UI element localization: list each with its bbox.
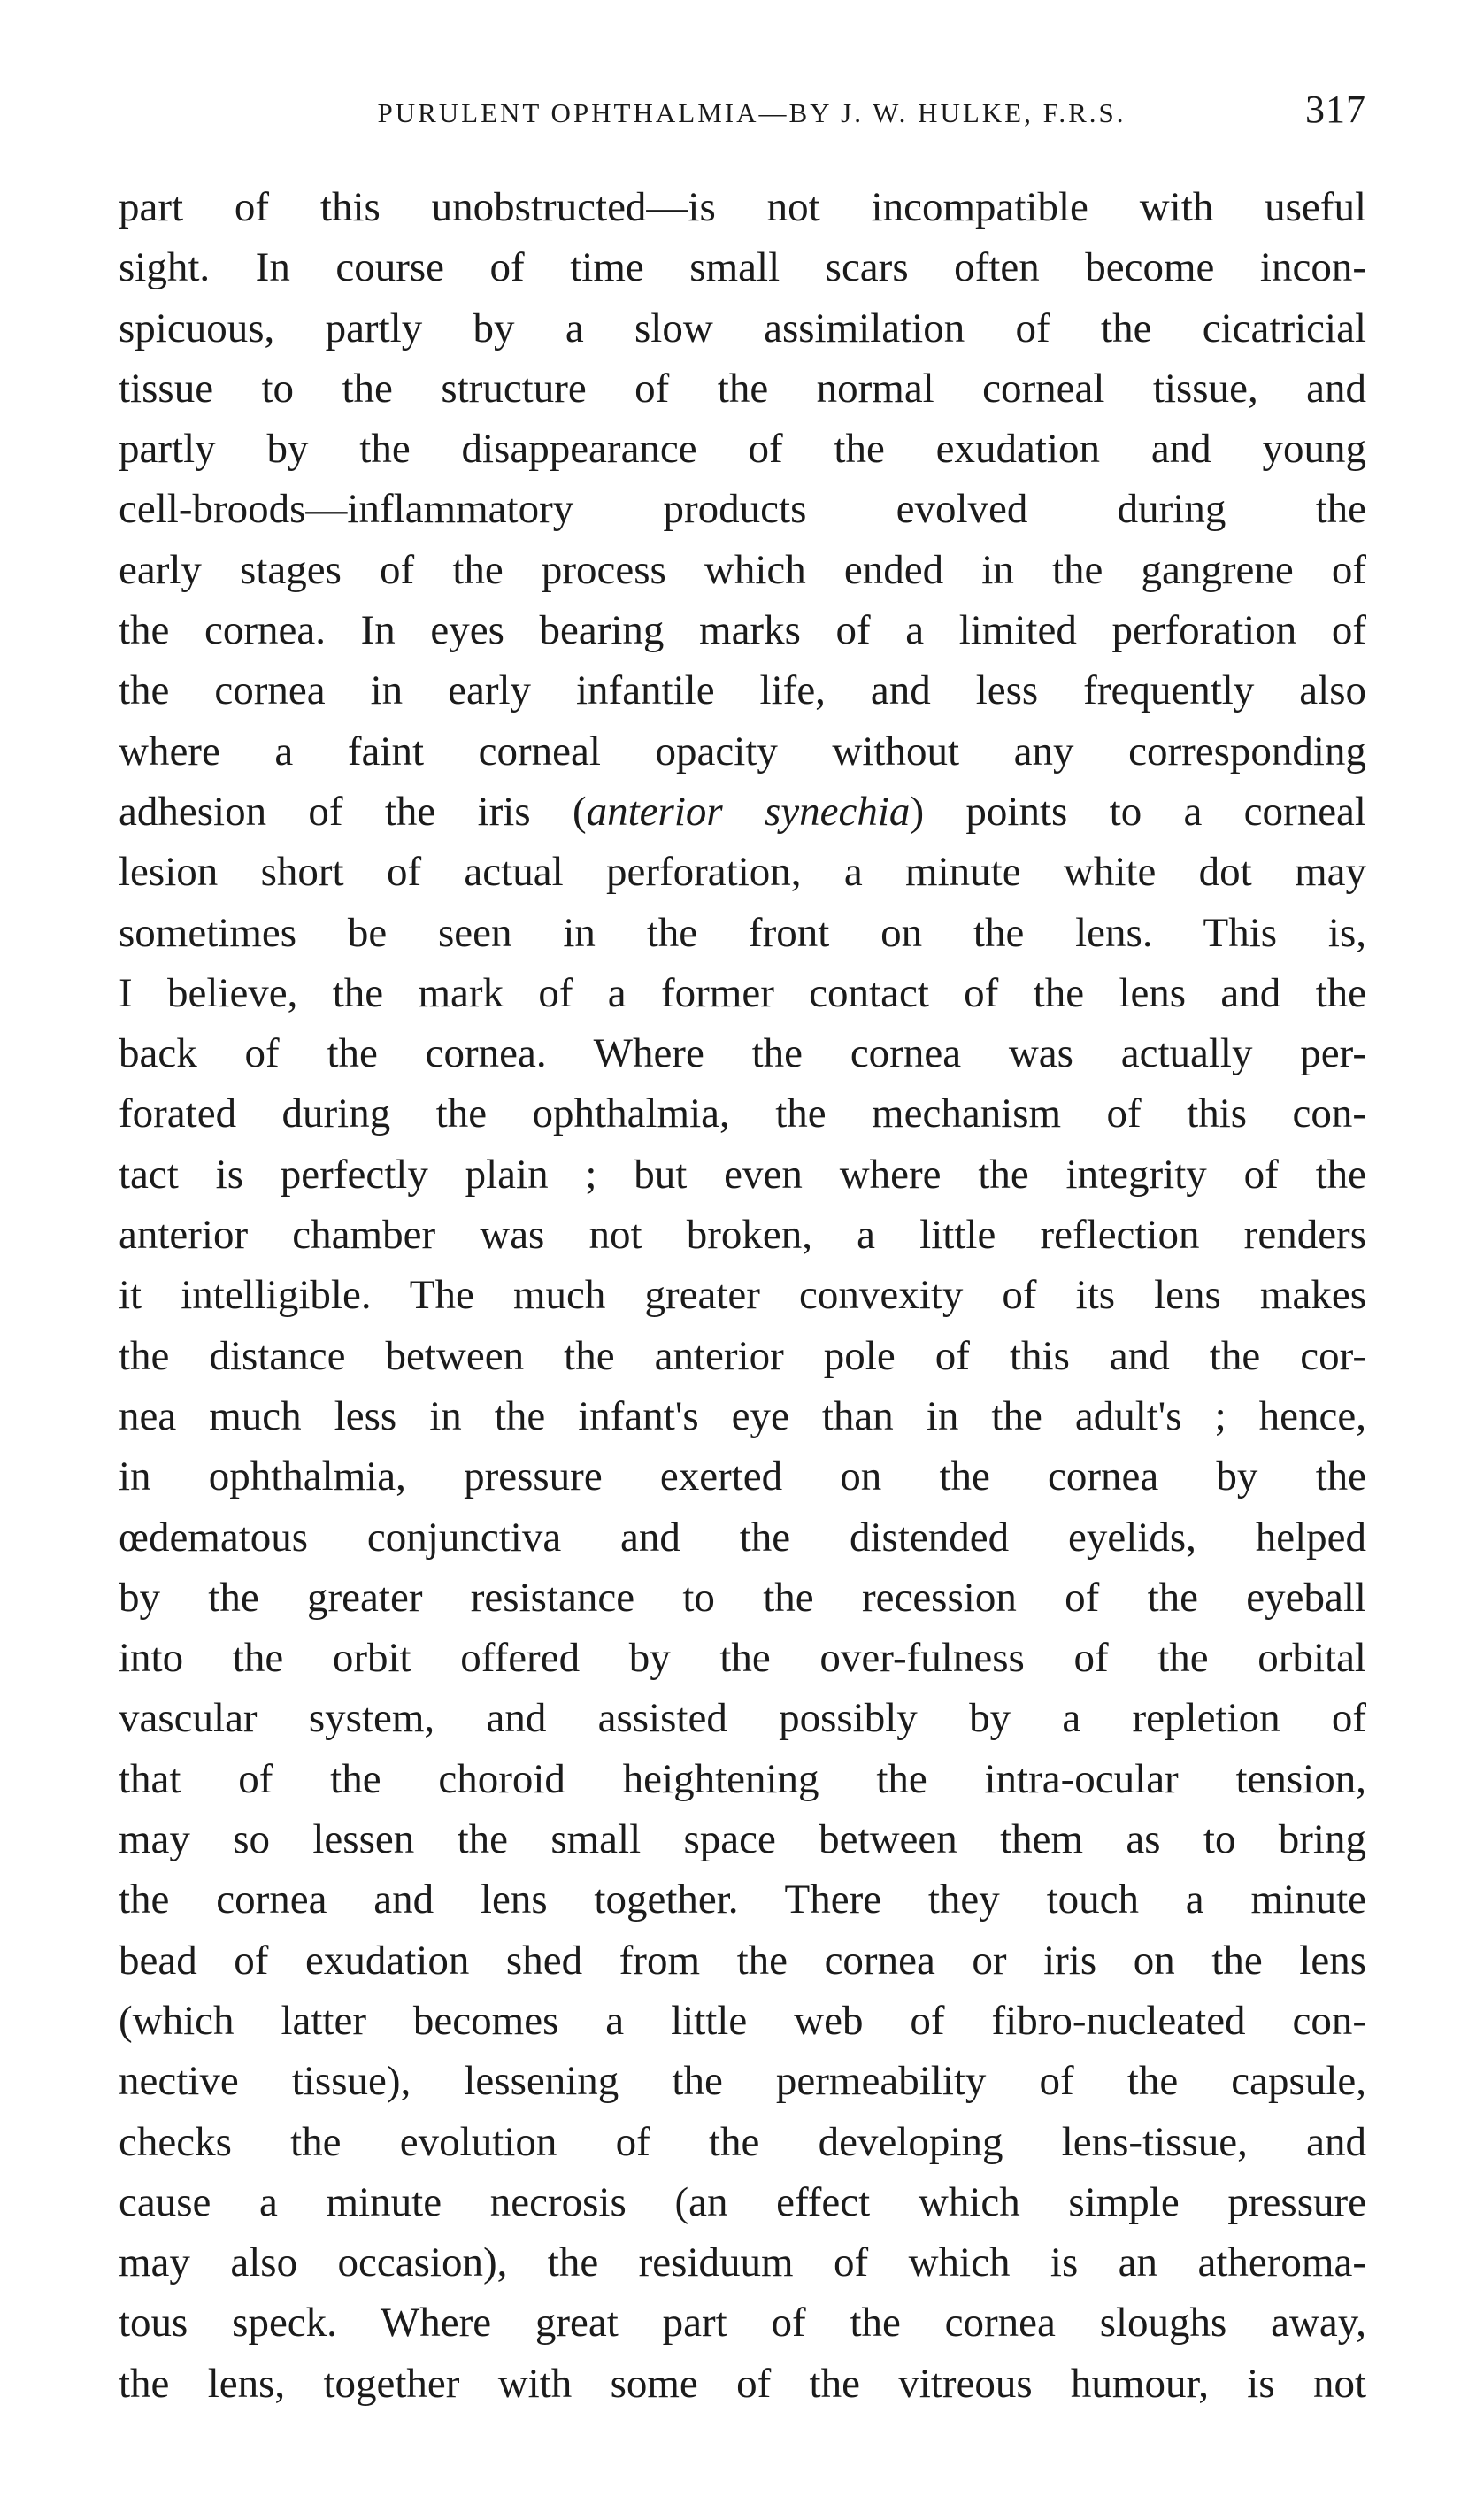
text-line: bead of exudation shed from the cornea or iris on the lens bbox=[119, 1937, 1366, 1984]
text-line: cell-broods—inflammatory products evolved during the bbox=[119, 486, 1366, 533]
text-line: where a faint corneal opacity without any corresponding bbox=[119, 728, 1366, 775]
text-line: sight. In course of time small scars often become incon- bbox=[119, 244, 1366, 291]
running-title: PURULENT OPHTHALMIA—BY J. W. HULKE, F.R.S. bbox=[377, 97, 1126, 128]
text-line: the cornea in early infantile life, and less frequently also bbox=[119, 667, 1366, 714]
text-line: anterior chamber was not broken, a little reflection renders bbox=[119, 1212, 1366, 1259]
text-line: may so lessen the small space between them as to bring bbox=[119, 1816, 1366, 1863]
text-line: tissue to the structure of the normal corneal tissue, and bbox=[119, 365, 1366, 412]
text-line: cause a minute necrosis (an effect which simple pressure bbox=[119, 2178, 1366, 2225]
text-line: it intelligible. The much greater convexity of its lens makes bbox=[119, 1272, 1366, 1319]
text-line: the lens, together with some of the vitreous humour, is not bbox=[119, 2360, 1366, 2407]
text-line: into the orbit offered by the over-fulness of the orbital bbox=[119, 1635, 1366, 1682]
text-line: the distance between the anterior pole of this and the cor- bbox=[119, 1332, 1366, 1379]
text-fragment: adhesion of the iris ( bbox=[119, 788, 587, 835]
text-line: the cornea and lens together. There they touch a minute bbox=[119, 1877, 1366, 1923]
text-line: spicuous, partly by a slow assimilation of the cicatricial bbox=[119, 304, 1366, 351]
text-line: may also occasion), the residuum of which is an atheroma- bbox=[119, 2239, 1366, 2286]
body-text bbox=[119, 177, 1366, 2414]
text-line-with-italic bbox=[119, 782, 1366, 842]
text-line: back of the cornea. Where the cornea was actually per- bbox=[119, 1030, 1366, 1077]
text-line: partly by the disappearance of the exudation and young bbox=[119, 426, 1366, 473]
text-line: sometimes be seen in the front on the lens. This is, bbox=[119, 909, 1366, 956]
running-head bbox=[119, 87, 1366, 140]
text-line: nective tissue), lessening the permeability of the capsule, bbox=[119, 2058, 1366, 2105]
text-line: œdematous conjunctiva and the distended eyelids, helped bbox=[119, 1514, 1366, 1561]
page-number: 317 bbox=[1305, 88, 1366, 131]
text-line: part of this unobstructed—is not incompatible with useful bbox=[119, 184, 1366, 230]
text-line: (which latter becomes a little web of fibro-nucleated con- bbox=[119, 1997, 1366, 2044]
text-line: the cornea. In eyes bearing marks of a limited perforation of bbox=[119, 607, 1366, 654]
italic-term: anterior synechia bbox=[586, 788, 911, 835]
text-line: lesion short of actual perforation, a minute white dot may bbox=[119, 849, 1366, 896]
text-line: forated during the ophthalmia, the mechanism of this con- bbox=[119, 1091, 1366, 1137]
text-fragment: ) points to a corneal bbox=[910, 788, 1366, 835]
text-line: that of the choroid heightening the intra-ocular tension, bbox=[119, 1755, 1366, 1802]
text-line: tous speck. Where great part of the cornea sloughs away, bbox=[119, 2300, 1366, 2347]
text-line: early stages of the process which ended in the gangrene of bbox=[119, 546, 1366, 593]
text-line: vascular system, and assisted possibly by a repletion of bbox=[119, 1695, 1366, 1742]
text-line: tact is perfectly plain ; but even where the integrity of the bbox=[119, 1151, 1366, 1198]
text-line: I believe, the mark of a former contact of the lens and the bbox=[119, 969, 1366, 1016]
text-line: in ophthalmia, pressure exerted on the cornea by the bbox=[119, 1453, 1366, 1500]
text-line: nea much less in the infant's eye than in the adult's ; hence, bbox=[119, 1392, 1366, 1439]
text-line: by the greater resistance to the recession of the eyeball bbox=[119, 1574, 1366, 1621]
text-line: checks the evolution of the developing lens-tissue, and bbox=[119, 2118, 1366, 2165]
